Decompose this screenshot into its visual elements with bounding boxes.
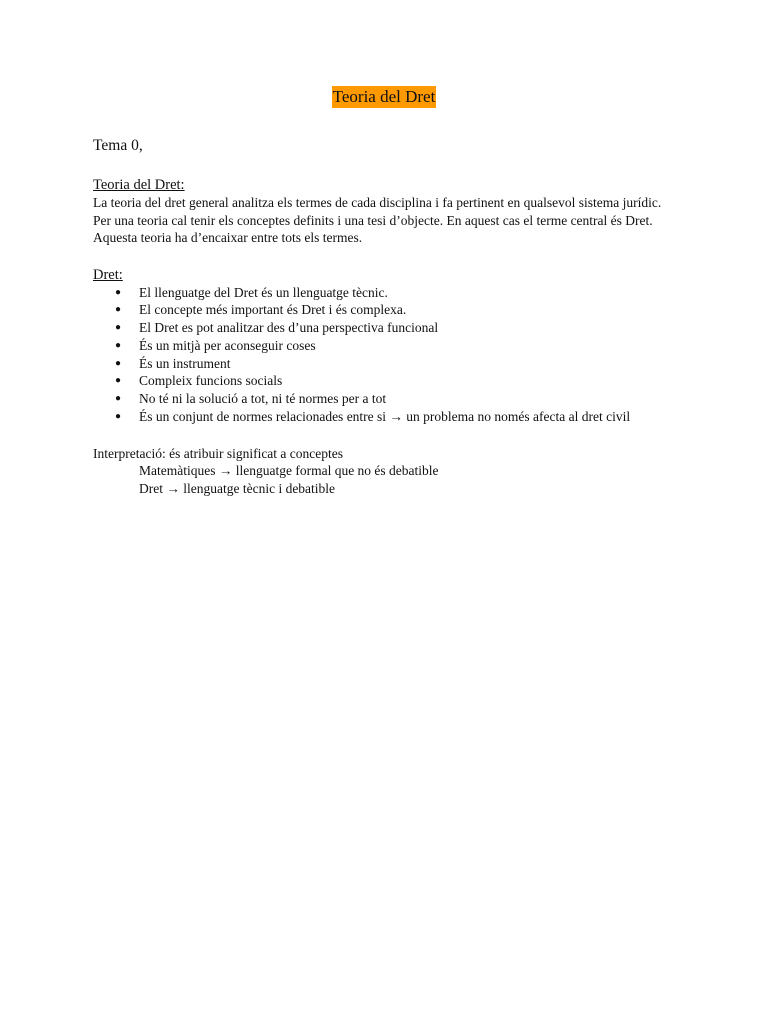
- bullet-icon: ●: [115, 357, 122, 369]
- interpretation-intro: Interpretació: és atribuir significat a conceptes: [93, 445, 344, 461]
- dret-bullet-list: [93, 284, 673, 426]
- list-item-text: És un mitjà per aconseguir coses: [139, 337, 316, 353]
- bullet-icon: ●: [115, 393, 122, 405]
- interpretation-line-dret: Dret → llenguatge tècnic i debatible: [139, 480, 336, 496]
- bullet-icon: ●: [115, 339, 122, 351]
- bullet-icon: ●: [115, 286, 122, 298]
- list-item: [93, 390, 673, 408]
- list-item-text: Compleix funcions socials: [139, 373, 283, 389]
- bullet-icon: ●: [115, 322, 122, 334]
- spacer: [93, 247, 673, 266]
- section-heading-dret: Dret:: [93, 266, 123, 283]
- tema-label: Tema 0,: [93, 137, 143, 154]
- list-item-text: El Dret es pot analitzar des d’una perspectiva funcional: [139, 320, 439, 336]
- interpretation-line-math: Matemàtiques → llenguatge formal que no és debatible: [139, 463, 439, 479]
- list-item: [93, 319, 673, 337]
- bullet-icon: ●: [115, 304, 122, 316]
- list-item-text: És un conjunt de normes relacionades entre si → un problema no només afecta al dret civil: [139, 409, 631, 425]
- spacer: [93, 426, 673, 445]
- section-heading-teoria: Teoria del Dret:: [93, 177, 185, 193]
- document-title: Teoria del Dret: [332, 87, 436, 106]
- paragraph-definition: La teoria del dret general analitza els termes de cada disciplina i fa pertinent en qualsevol sistema jurídic.: [93, 195, 662, 210]
- list-item-text: És un instrument: [139, 355, 231, 371]
- list-item: [93, 337, 673, 355]
- list-item: [93, 301, 673, 319]
- list-item: [93, 355, 673, 373]
- list-item-text: No té ni la solució a tot, ni té normes per a tot: [139, 391, 387, 407]
- list-item-text: El llenguatge del Dret és un llenguatge tècnic.: [139, 284, 388, 300]
- list-item: [93, 372, 673, 390]
- list-item: [93, 284, 673, 302]
- bullet-icon: ●: [115, 375, 122, 387]
- document-body: [93, 136, 673, 497]
- list-item: [93, 408, 673, 426]
- bullet-icon: ●: [115, 411, 122, 423]
- list-item-text: El concepte més important és Dret i és complexa.: [139, 302, 407, 318]
- spacer: [93, 156, 673, 176]
- title-container: [0, 86, 768, 108]
- paragraph-concepts: Per una teoria cal tenir els conceptes definits i una tesi d’objecte. En aquest cas el terme central és Dret. Aquesta teoria ha d’encaixar entre tots els termes.: [93, 212, 653, 245]
